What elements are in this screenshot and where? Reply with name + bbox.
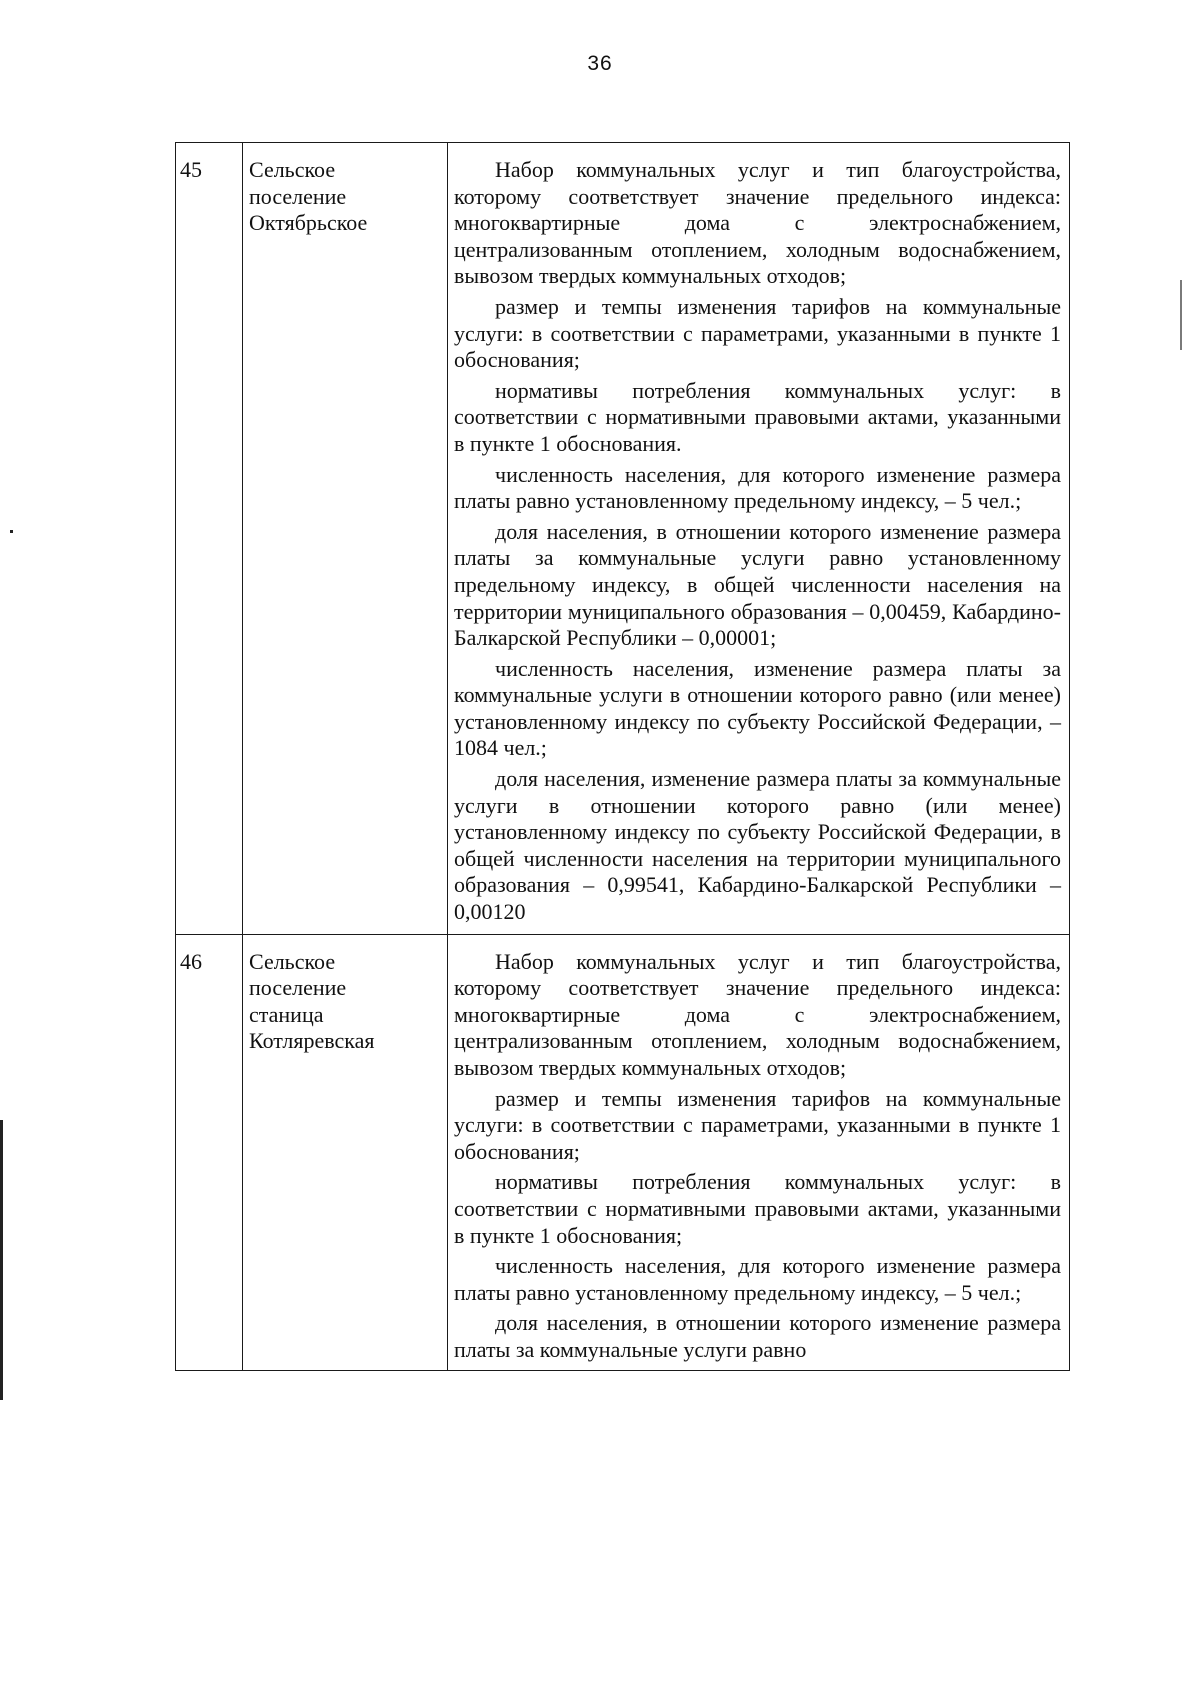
description-paragraph: численность населения, для которого изменение размера платы равно установленному предельному индексу, – 5 чел.;	[454, 461, 1061, 514]
settlements-table	[175, 142, 1070, 1371]
description-paragraph: Набор коммунальных услуг и тип благоустройства, которому соответствует значение предельного индекса: многоквартирные дома с электроснабжением, централизованным отоплением, холодным водоснабжением, вывозом твердых коммунальных отходов;	[454, 157, 1061, 289]
row-number: 46	[176, 934, 243, 1370]
settlement-name	[243, 143, 448, 935]
description-paragraph: доля населения, изменение размера платы за коммунальные услуги в отношении которого равно (или менее) установленному индексу по субъекту Российской Федерации, в общей численности населения на территории муниципального образования – 0,99541, Кабардино-Балкарской Республики – 0,00120	[454, 766, 1061, 925]
settlement-name-line: Сельское	[249, 948, 336, 974]
description-paragraph: размер и темпы изменения тарифов на коммунальные услуги: в соответствии с параметрами, указанными в пункте 1 обоснования;	[454, 293, 1061, 373]
description-paragraph: Набор коммунальных услуг и тип благоустройства, которому соответствует значение предельного индекса: многоквартирные дома с электроснабжением, централизованным отоплением, холодным водоснабжением, вывозом твердых коммунальных отходов;	[454, 948, 1061, 1080]
settlement-description	[448, 934, 1070, 1370]
settlement-name	[243, 934, 448, 1370]
description-paragraph: доля населения, в отношении которого изменение размера платы за коммунальные услуги равно установленному предельному индексу, в общей численности населения на территории муниципального образования – 0,00459, Кабардино-Балкарской Республики – 0,00001;	[454, 518, 1061, 651]
scan-artifact-right	[1180, 280, 1182, 350]
settlement-name-line: Котляревская	[249, 1028, 375, 1054]
scan-artifact-dot	[10, 530, 13, 533]
description-paragraph: численность населения, для которого изменение размера платы равно установленному предельному индексу, – 5 чел.;	[454, 1253, 1061, 1305]
table-row	[176, 143, 1070, 935]
settlement-name-line: Сельское	[249, 157, 336, 182]
table-row	[176, 934, 1070, 1370]
settlement-name-line: Октябрьское	[249, 210, 368, 236]
description-paragraph: нормативы потребления коммунальных услуг: в соответствии с нормативными правовыми актами, указанными в пункте 1 обоснования;	[454, 1169, 1061, 1248]
settlement-name-line: поселение	[249, 183, 347, 209]
description-paragraph: нормативы потребления коммунальных услуг: в соответствии с нормативными правовыми актами, указанными в пункте 1 обоснования.	[454, 377, 1061, 456]
page-number: 36	[587, 52, 613, 75]
settlement-description	[448, 143, 1070, 935]
settlement-name-line: станица	[249, 1001, 324, 1027]
description-paragraph: размер и темпы изменения тарифов на коммунальные услуги: в соответствии с параметрами, указанными в пункте 1 обоснования;	[454, 1085, 1061, 1164]
scan-artifact-left	[0, 1120, 3, 1400]
description-paragraph: численность населения, изменение размера платы за коммунальные услуги в отношении которого равно (или менее) установленному индексу по субъекту Российской Федерации, – 1084 чел.;	[454, 655, 1061, 761]
description-paragraph: доля населения, в отношении которого изменение размера платы за коммунальные услуги равно	[454, 1310, 1061, 1362]
settlement-name-line: поселение	[249, 975, 347, 1001]
row-number: 45	[176, 143, 243, 935]
